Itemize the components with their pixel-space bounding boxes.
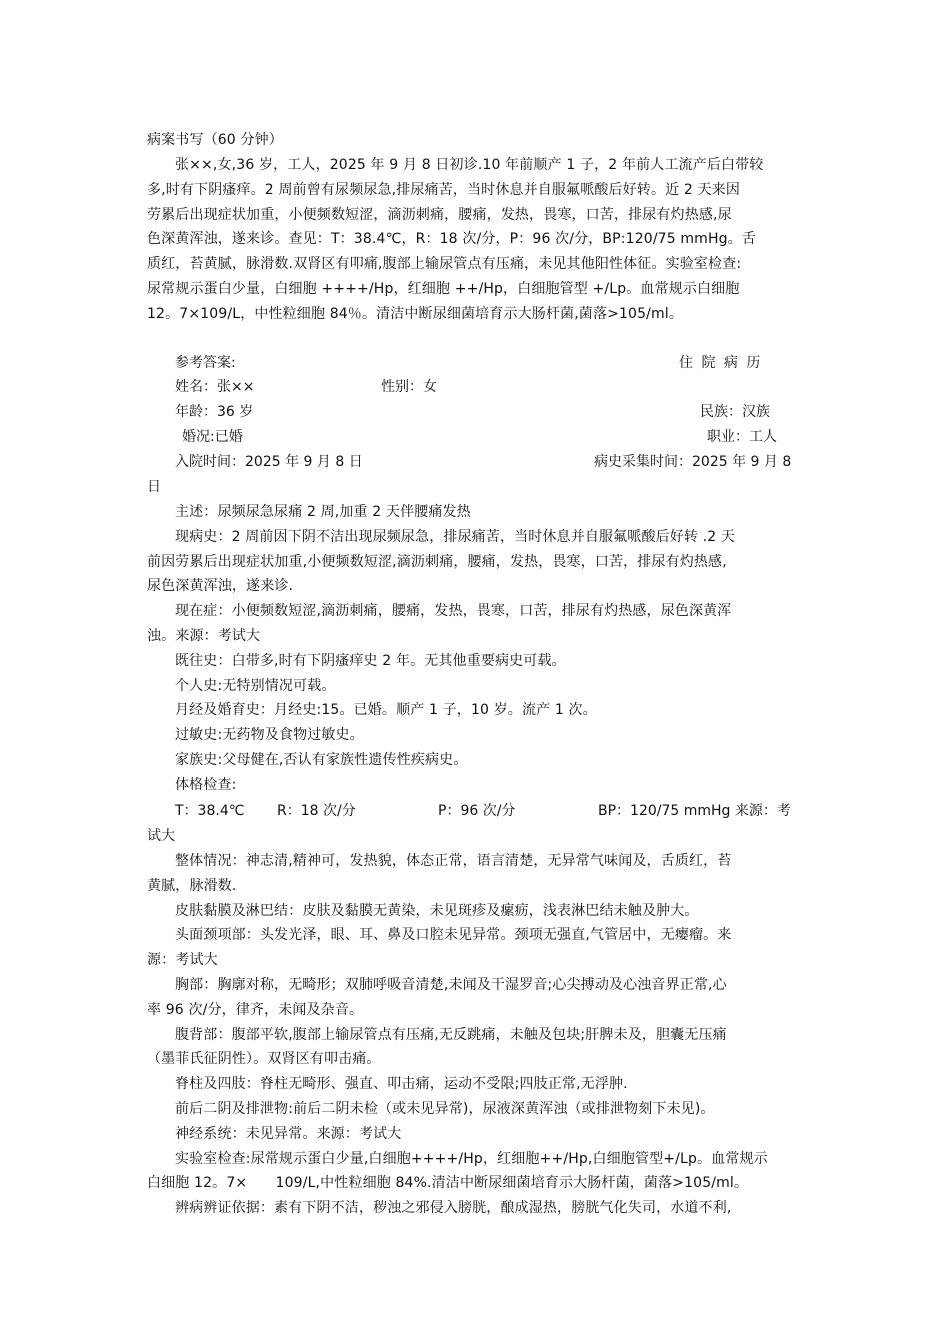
- record-title: 住 院 病 历: [679, 355, 763, 371]
- field-age: 年龄：36 岁: [175, 404, 254, 420]
- exam-line: 率 96 次/分，律齐，未闻及杂音。: [147, 1001, 364, 1018]
- exam-line: 神经系统：未见异常。来源：考试大: [175, 1125, 402, 1142]
- doc-title: 病案书写（60 分钟）: [147, 132, 283, 148]
- record-line: 现病史：2 周前因下阴不洁出现尿频尿急，排尿痛苦，当时休息并自服氟哌酸后好转 .2 天: [175, 528, 736, 545]
- record-line: 前因劳累后出现症状加重,小便频数短涩,滴沥刺痛，腰痛，发热，畏寒，口苦，排尿有灼热感,: [147, 553, 727, 570]
- case-line: 张××,女,36 岁，工人，2025 年 9 月 8 日初诊.10 年前顺产 1 子，2 年前人工流产后白带较: [175, 157, 764, 173]
- exam-line: 皮肤黏膜及淋巴结：皮肤及黏膜无黄染，未见斑疹及瘰疬，浅表淋巴结未触及肿大。: [175, 902, 699, 919]
- record-line: 浊。来源：考试大: [147, 628, 261, 644]
- field-admit-time: 入院时间：2025 年 9 月 8 日: [175, 454, 363, 470]
- exam-line: 头面颈项部：头发光泽，眼、耳、鼻及口腔未见异常。颈项无强直,气管居中，无瘿瘤。来: [175, 927, 732, 944]
- field-sex: 性别：女: [381, 379, 437, 395]
- vital-blood-pressure: BP：120/75 mmHg 来源：考: [598, 803, 791, 819]
- record-line: 月经及婚育史：月经史:15。已婚。顺产 1 子，10 岁。流产 1 次。: [175, 702, 597, 719]
- exam-line: 脊柱及四肢：脊柱无畸形、强直、叩击痛，运动不受限;四肢正常,无浮肿.: [175, 1076, 628, 1093]
- record-line: 尿色深黄浑浊，遂来诊.: [147, 578, 294, 595]
- exam-line: 黄腻，脉滑数.: [147, 877, 237, 894]
- field-history-time: 病史采集时间：2025 年 9 月 8: [594, 454, 792, 470]
- case-line: 多,时有下阴瘙痒。2 周前曾有尿频尿急,排尿痛苦，当时休息并自服氟哌酸后好转。近 2 天来因: [147, 181, 740, 198]
- vital-temperature: T：38.4℃: [175, 803, 245, 819]
- record-line: 既往史：白带多,时有下阴瘙痒史 2 年。无其他重要病史可载。: [175, 652, 566, 669]
- exam-line: 胸部：胸廓对称，无畸形；双肺呼吸音清楚,未闻及干湿罗音;心尖搏动及心浊音界正常,心: [175, 977, 727, 993]
- record-line: 主述：尿频尿急尿痛 2 周,加重 2 天伴腰痛发热: [175, 504, 471, 520]
- field-history-time-cont: 日: [147, 479, 161, 495]
- exam-line: 实验室检查:尿常规示蛋白少量,白细胞++++/Hp，红细胞++/Hp,白细胞管型+/Lp。血常规示: [175, 1150, 768, 1167]
- vital-source-cont: 试大: [147, 828, 175, 844]
- case-line: 质红，苔黄腻，脉滑数.双肾区有叩痛,腹部上输尿管点有压痛，未见其他阳性体征。实验室检查:: [147, 256, 742, 273]
- case-line: 尿常规示蛋白少量，白细胞 ++++/Hp，红细胞 ++/Hp，白细胞管型 +/Lp。血常规示白细胞: [147, 281, 740, 297]
- record-line: 体格检查:: [175, 776, 237, 793]
- case-line: 12。7×109/L，中性粒细胞 84％。清洁中断尿细菌培育示大肠杆菌,菌落>105/ml。: [147, 305, 683, 322]
- vital-pulse: P：96 次/分: [438, 803, 516, 819]
- case-line: 劳累后出现症状加重，小便频数短涩，滴沥刺痛，腰痛，发热，畏寒，口苦，排尿有灼热感,尿: [147, 206, 732, 223]
- exam-line: 腹背部：腹部平软,腹部上输尿管点有压痛,无反跳痛，未触及包块;肝脾未及，胆囊无压痛: [175, 1026, 727, 1043]
- case-line: 色深黄浑浊，遂来诊。查见：T：38.4℃，R：18 次/分，P：96 次/分，BP:120/75 mmHg。舌: [147, 231, 756, 248]
- exam-line: 前后二阴及排泄物:前后二阴未检（或未见异常)，尿液深黄浑浊（或排泄物刻下未见)。: [175, 1101, 715, 1117]
- record-line: 个人史:无特别情况可载。: [175, 677, 336, 694]
- field-ethnicity: 民族：汉族: [700, 404, 770, 420]
- answer-label: 参考答案:: [175, 355, 236, 371]
- record-line: 家族史:父母健在,否认有家族性遗传性疾病史。: [175, 752, 468, 768]
- field-occupation: 职业：工人: [707, 429, 777, 445]
- exam-line: （墨菲氏征阴性）。双肾区有叩击痛。: [147, 1051, 381, 1068]
- vital-respiration: R：18 次/分: [277, 803, 356, 819]
- exam-line: 辨病辨证依据：素有下阴不洁，秽浊之邪侵入膀胱，酿成湿热，膀胱气化失司，水道不利,: [175, 1200, 732, 1217]
- field-name: 姓名：张××: [175, 379, 255, 395]
- record-line: 过敏史:无药物及食物过敏史。: [175, 727, 364, 744]
- exam-line: 白细胞 12。7× 109/L,中性粒细胞 84%.清洁中断尿细菌培育示大肠杆菌，菌落>105/ml。: [147, 1175, 749, 1192]
- exam-line: 整体情况：神志清,精神可，发热貌，体态正常，语言清楚，无异常气味闻及，舌质红，苔: [175, 853, 732, 869]
- record-line: 现在症：小便频数短涩,滴沥刺痛，腰痛，发热，畏寒，口苦，排尿有灼热感，尿色深黄浑: [175, 603, 732, 620]
- exam-line: 源：考试大: [147, 952, 218, 969]
- field-marital: 婚况:已婚: [182, 429, 243, 445]
